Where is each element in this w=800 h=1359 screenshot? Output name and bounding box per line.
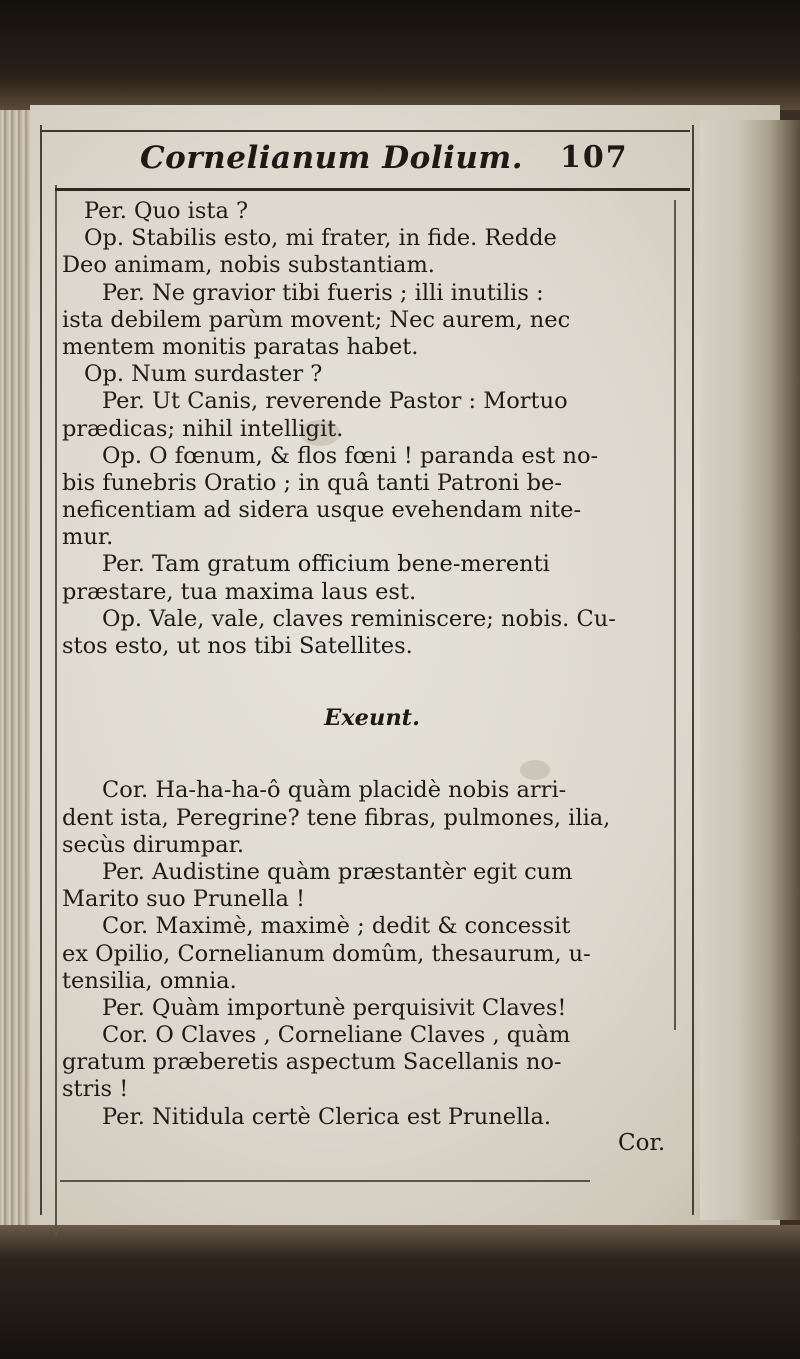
text-line: stris !	[62, 1076, 129, 1103]
page-curl-edge	[700, 120, 800, 1220]
text-line: mur.	[62, 524, 114, 551]
text-line: Op. O fœnum, & flos fœni ! paranda est no-	[102, 442, 599, 469]
text-line: præstare, tua maxima laus est.	[62, 578, 417, 605]
text-line: secùs dirumpar.	[62, 831, 245, 858]
text-line: Per. Nitidula certè Clerica est Prunella.	[102, 1103, 552, 1130]
catchword: Cor.	[618, 1130, 666, 1156]
header-rule	[55, 188, 690, 191]
text-line: Op. Vale, vale, claves reminiscere; nobis. Cu-	[102, 605, 616, 632]
page-stack-edge	[0, 110, 34, 1225]
spacer	[62, 732, 682, 777]
page-number: 107	[560, 140, 629, 175]
border-rule-top	[40, 130, 690, 132]
spacer	[62, 660, 682, 705]
text-line: dent ista, Peregrine? tene fibras, pulmones, ilia,	[62, 804, 611, 831]
text-line: Cor. Ha-ha-ha-ô quàm placidè nobis arri-	[102, 777, 567, 804]
background-bottom	[0, 1225, 800, 1359]
border-rule-left-inner	[55, 185, 57, 1235]
text-line: Per. Tam gratum officium bene-merenti	[102, 551, 550, 578]
text-line: gratum præberetis aspectum Sacellanis no-	[62, 1049, 562, 1076]
text-line: Per. Quàm importunè perquisivit Claves!	[102, 994, 567, 1021]
text-line: mentem monitis paratas habet.	[62, 333, 419, 360]
running-title: Cornelianum Dolium.	[140, 140, 523, 176]
background-top	[0, 0, 800, 110]
text-line: Marito suo Prunella !	[62, 886, 306, 913]
body-text	[62, 198, 682, 1131]
text-line: Cor. Maximè, maximè ; dedit & concessit	[102, 913, 571, 940]
text-line: Per. Ne gravior tibi fueris ; illi inutilis :	[102, 279, 544, 306]
text-line: bis funebris Oratio ; in quâ tanti Patroni be-	[62, 469, 562, 496]
text-line: neficentiam ad sidera usque evehendam nite-	[62, 497, 582, 524]
text-line: prædicas; nihil intelligit.	[62, 415, 344, 442]
text-line: Op. Stabilis esto, mi frater, in fide. Redde	[84, 225, 557, 252]
border-rule-bottom	[60, 1180, 590, 1182]
running-header	[80, 140, 680, 184]
text-line: tensilia, omnia.	[62, 967, 237, 994]
text-line: Deo animam, nobis substantiam.	[62, 252, 435, 279]
text-line: Per. Quo ista ?	[84, 198, 249, 224]
border-rule-right	[692, 125, 694, 1215]
border-rule-left	[40, 125, 42, 1215]
text-line: ista debilem parùm movent; Nec aurem, nec	[62, 306, 571, 333]
text-line: ex Opilio, Cornelianum domûm, thesaurum, u-	[62, 940, 591, 967]
text-line: Per. Audistine quàm præstantèr egit cum	[102, 858, 573, 885]
text-line: Per. Ut Canis, reverende Pastor : Mortuo	[102, 388, 568, 415]
stage-direction: Exeunt.	[324, 705, 420, 732]
text-line: stos esto, ut nos tibi Satellites.	[62, 633, 413, 659]
text-line: Op. Num surdaster ?	[84, 361, 323, 388]
text-line: Cor. O Claves , Corneliane Claves , quàm	[102, 1022, 571, 1049]
